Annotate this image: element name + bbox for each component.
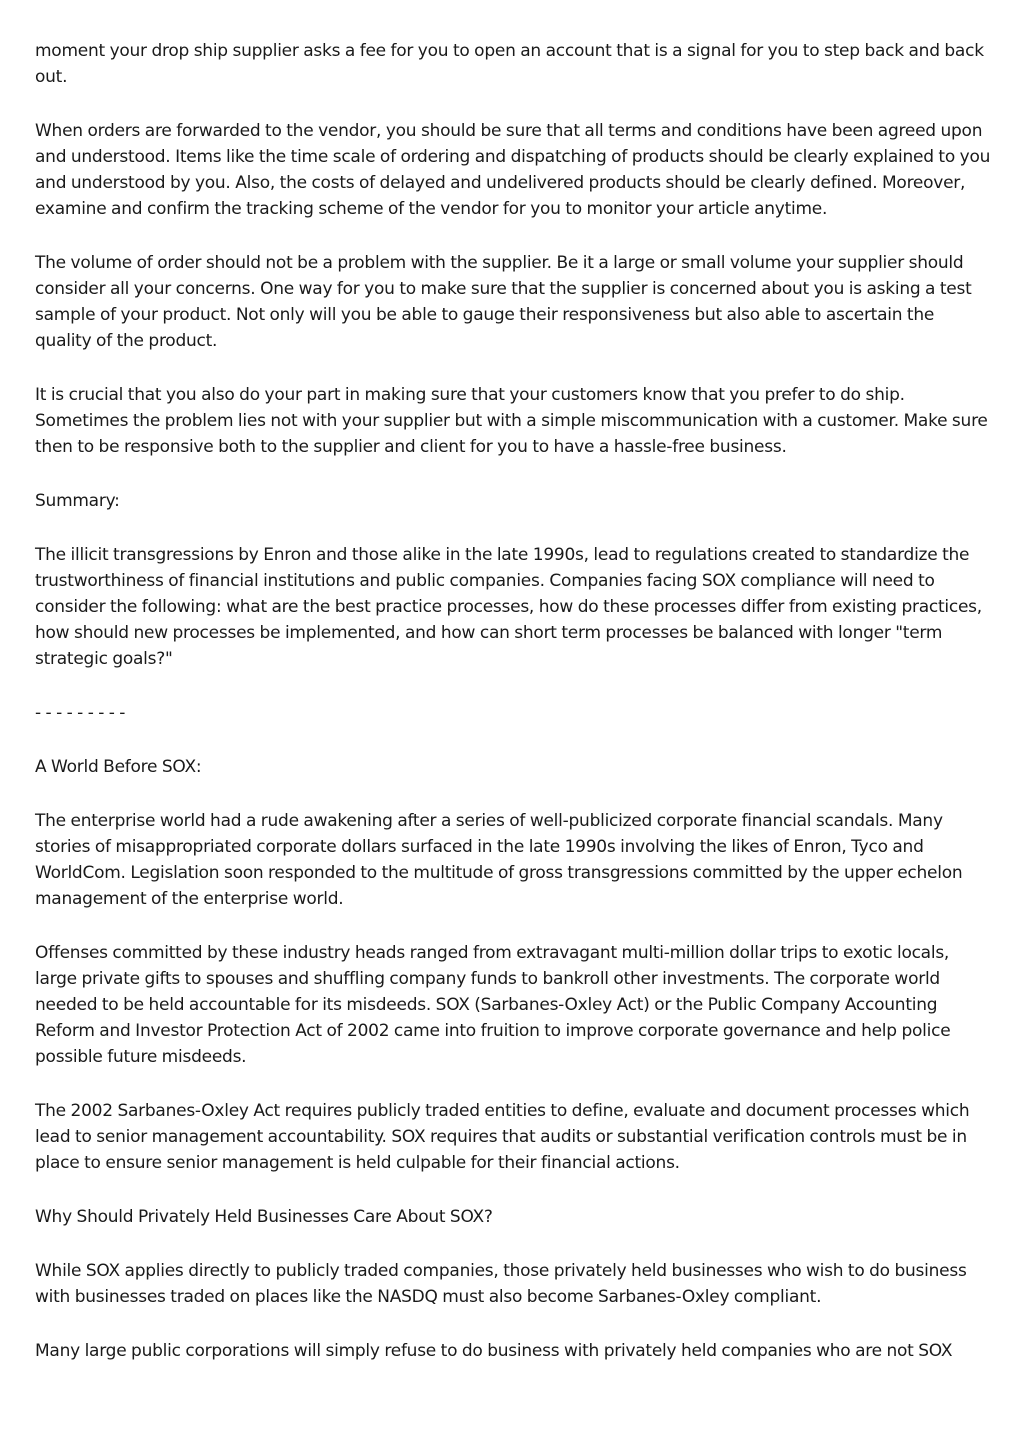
paragraph-summary-body: The illicit transgressions by Enron and those alike in the late 1990s, lead to regulations created to standardize the trustworthiness of financial institutions and public companies. Companies facing SOX compliance will need to consider the following: what are the best practice processes, how do these processes differ from existing practices, how should new processes be implemented, and how can short term processes be balanced with longer "term strategic goals?" — [35, 545, 982, 669]
paragraph-order-volume: The volume of order should not be a problem with the supplier. Be it a large or small volume your supplier should consider all your concerns. One way for you to make sure that the supplier is concerned about you is asking a test sample of your product. Not only will you be able to gauge their responsiveness but also able to ascertain the quality of the product. — [35, 253, 972, 351]
paragraph-large-corporations: Many large public corporations will simply refuse to do business with privately held companies who are not SOX — [35, 1341, 953, 1361]
heading-world-before-sox: A World Before SOX: — [35, 757, 202, 777]
paragraph-sox-applies: While SOX applies directly to publicly traded companies, those privately held businesses who wish to do business with businesses traded on places like the NASDQ must also become Sarbanes-Oxley compliant. — [35, 1261, 967, 1307]
paragraph-sox-act-2002: The 2002 Sarbanes-Oxley Act requires publicly traded entities to define, evaluate and document processes which lead to senior management accountability. SOX requires that audits or substantial verification controls must be in place to ensure senior management is held culpable for their financial actions. — [35, 1101, 970, 1173]
section-divider: - - - - - - - - - — [35, 703, 126, 723]
paragraph-rude-awakening: The enterprise world had a rude awakening after a series of well-publicized corporate financial scandals. Many stories of misappropriated corporate dollars surfaced in the late 1990s involving the likes of Enron, Tyco and WorldCom. Legislation soon responded to the multitude of gross transgressions committed by the upper echelon management of the enterprise world. — [35, 811, 963, 909]
paragraph-offenses: Offenses committed by these industry heads ranged from extravagant multi-million dollar trips to exotic locals, large private gifts to spouses and shuffling company funds to bankroll other investments. The corporate world needed to be held accountable for its misdeeds. SOX (Sarbanes-Oxley Act) or the Public Company Accounting Reform and Investor Protection Act of 2002 came into fruition to improve corporate governance and help police possible future misdeeds. — [35, 943, 951, 1067]
paragraph-orders-terms: When orders are forwarded to the vendor, you should be sure that all terms and conditions have been agreed upon and understood. Items like the time scale of ordering and dispatching of products should be clearly explained to you and understood by you. Also, the costs of delayed and undelivered products should be clearly defined. Moreover, examine and confirm the tracking scheme of the vendor for you to monitor your article anytime. — [35, 121, 991, 219]
heading-summary: Summary: — [35, 491, 120, 511]
heading-privately-held: Why Should Privately Held Businesses Care About SOX? — [35, 1207, 493, 1227]
paragraph-customer-communication: It is crucial that you also do your part in making sure that your customers know that you prefer to do ship. Sometimes the problem lies not with your supplier but with a simple miscommunication with a customer. Make sure then to be responsive both to the supplier and client for you to have a hassle-free business. — [35, 385, 988, 457]
paragraph-drop-ship-fee: moment your drop ship supplier asks a fee for you to open an account that is a signal for you to step back and back out. — [35, 41, 984, 87]
